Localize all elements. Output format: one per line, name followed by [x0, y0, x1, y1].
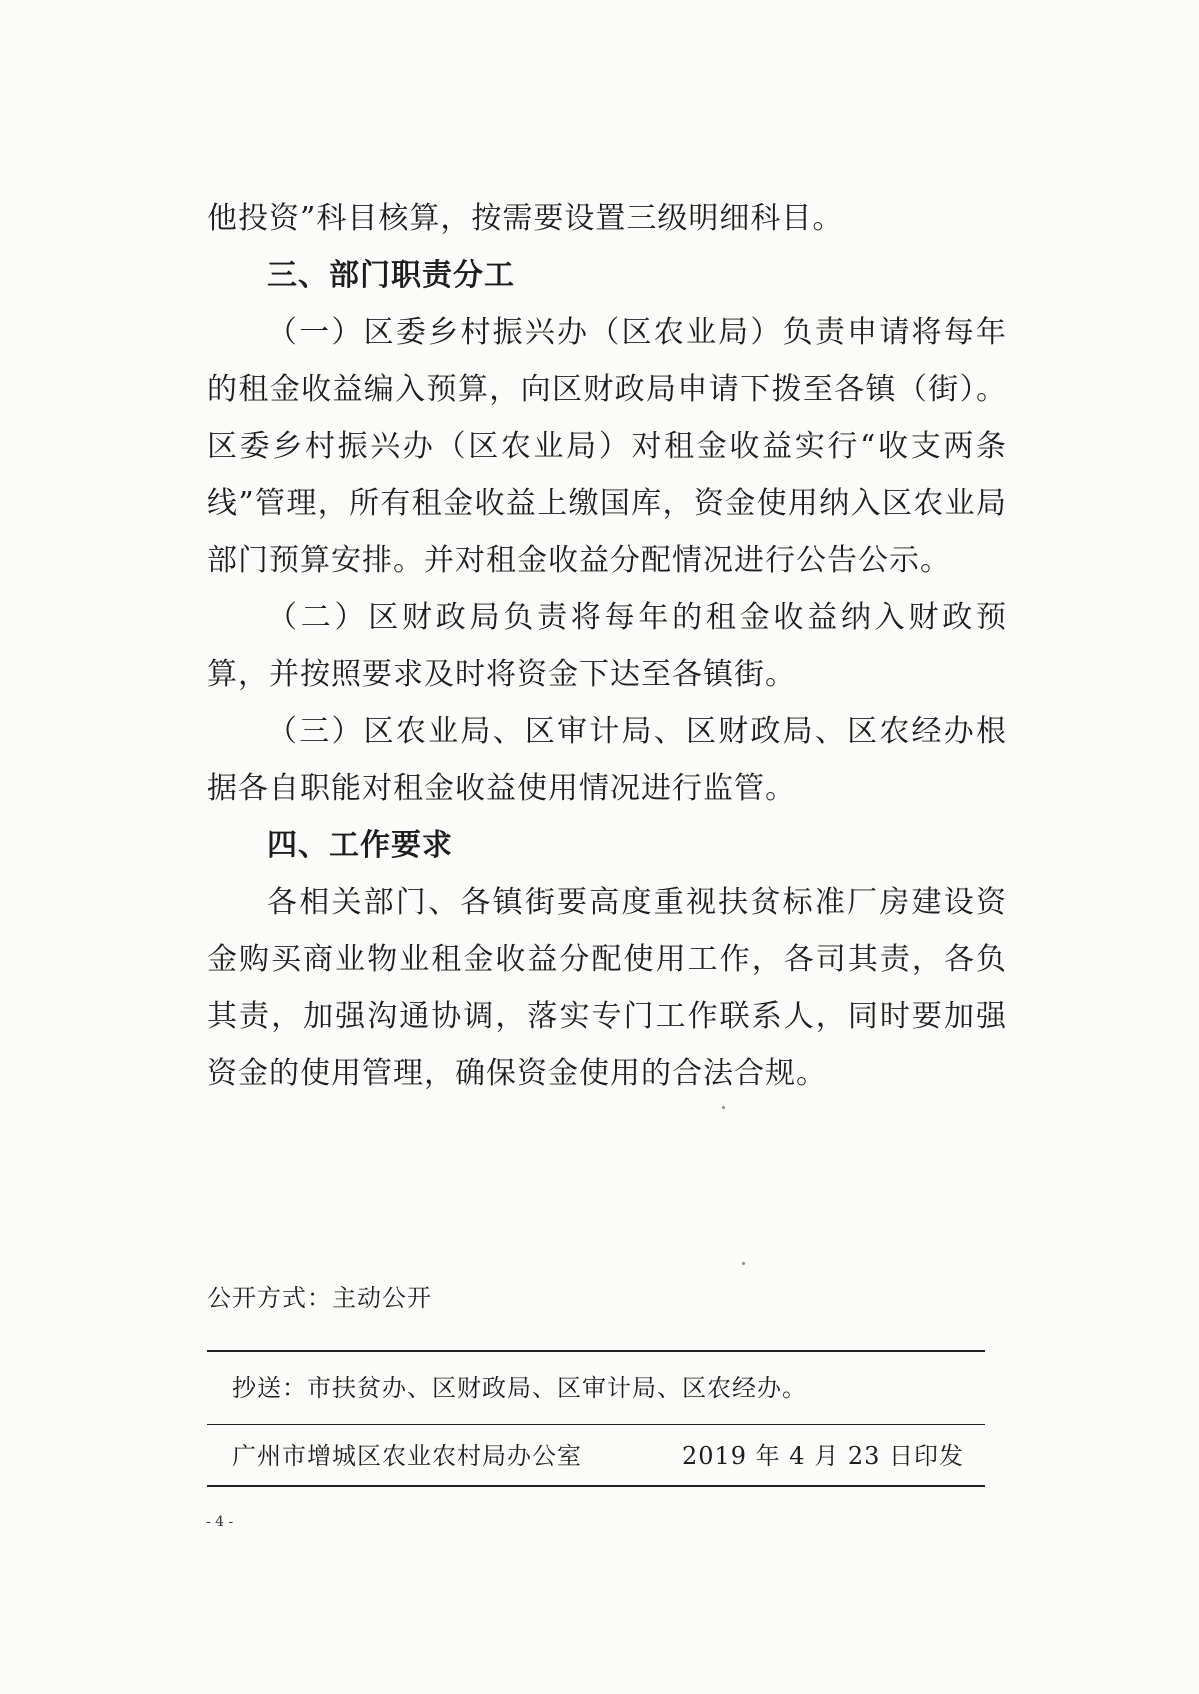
cc-list: 抄送：市扶贫办、区财政局、区审计局、区农经办。	[232, 1374, 807, 1402]
section-heading-4: 四、工作要求	[267, 828, 453, 863]
section3-item-3: （三）区农业局、区审计局、区财政局、区农经办根据各自职能对租金收益使用情况进行监管。	[207, 714, 1007, 806]
section-heading-3: 三、部门职责分工	[267, 258, 515, 293]
section3-item-2: （二）区财政局负责将每年的租金收益纳入财政预算，并按照要求及时将资金下达至各镇街。	[207, 600, 1007, 692]
footer-rule-bottom	[207, 1485, 985, 1487]
disclosure-method: 公开方式：主动公开	[207, 1284, 432, 1312]
footer-rule-middle	[207, 1424, 985, 1425]
section3-item-1: （一）区委乡村振兴办（区农业局）负责申请将每年的租金收益编入预算，向区财政局申请下拨至各镇（街）。区委乡村振兴办（区农业局）对租金收益实行“收支两条线”管理，所有租金收益上缴国库，资金使用纳入区农业局部门预算安排。并对租金收益分配情况进行公告公示。	[207, 315, 1007, 578]
footer-rule-top	[207, 1350, 985, 1352]
scan-speck	[742, 1262, 745, 1265]
page-number: - 4 -	[206, 1514, 234, 1530]
continuation-line: 他投资”科目核算，按需要设置三级明细科目。	[207, 201, 844, 236]
scan-speck	[722, 1106, 725, 1109]
section4-paragraph: 各相关部门、各镇街要高度重视扶贫标准厂房建设资金购买商业物业租金收益分配使用工作，各司其责，各负其责，加强沟通协调，落实专门工作联系人，同时要加强资金的使用管理，确保资金使用的合法合规。	[207, 885, 1007, 1091]
issuing-office: 广州市增城区农业农村局办公室	[232, 1442, 582, 1470]
issue-date: 2019 年 4 月 23 日印发	[681, 1442, 964, 1470]
document-body	[207, 190, 1007, 1102]
